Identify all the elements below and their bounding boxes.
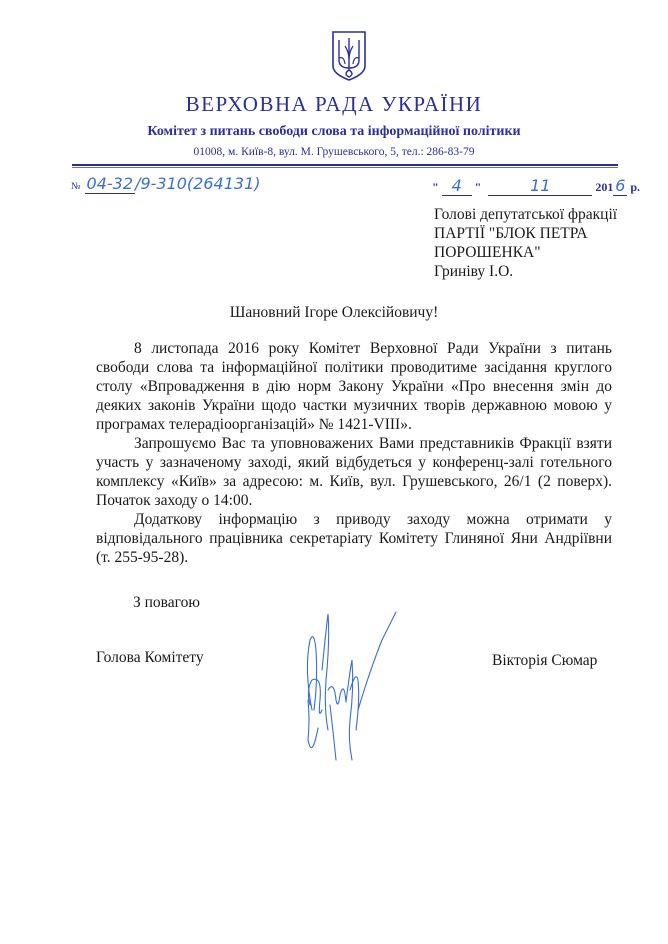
trident-coat-of-arms-icon	[331, 30, 367, 82]
salutation: Шановний Ігоре Олексійовичу!	[229, 304, 439, 321]
date-year-suffix: 6	[615, 176, 626, 195]
signer-position: Голова Комітету	[96, 649, 204, 666]
committee-name: Комітет з питань свободи слова та інформаційної політики	[147, 124, 521, 139]
date-day: 4	[442, 176, 472, 196]
addressee-block	[434, 205, 617, 281]
organization-title: ВЕРХОВНА РАДА УКРАЇНИ	[185, 92, 483, 116]
addressee-line: Гриніву І.О.	[434, 263, 514, 280]
body-paragraph: Запрошуємо Вас та уповноважених Вами представників Фракції взяти участь у зазначеному заході, який відбудеться у конференц-залі готельного комплексу «Київ» за адресою: м. Київ, вул. Грушевського, 26/1 (2 поверх). Початок заходу о 14:00.	[96, 435, 612, 509]
letterhead-divider-thin	[72, 167, 618, 168]
letterhead-divider	[72, 164, 618, 166]
letterhead-address: 01008, м. Київ-8, вул. М. Грушевського, 5, тел.: 286-83-79	[193, 146, 475, 158]
registration-number-part2: /9-310(264131)	[135, 174, 261, 193]
registration-number-part1: 04-32	[86, 174, 134, 193]
letter-body	[96, 339, 612, 567]
body-paragraph: 8 листопада 2016 року Комітет Верховної Ради України з питань свободи слова та інформаційної політики проводитиме засідання круглого столу «Впровадження в дію норм Закону України «Про внесення змін до деяких законів України щодо частки музичних творів державною мовою у програмах телерадіоорганізацій» № 1421-VIII».	[96, 340, 612, 433]
date-year-prefix: 201	[595, 180, 614, 194]
handwritten-signature	[300, 610, 400, 770]
signer-name: Вікторія Сюмар	[492, 652, 598, 669]
addressee-line: ПОРОШЕНКА"	[434, 244, 541, 261]
registration-number	[71, 174, 261, 200]
addressee-line: ПАРТІЇ "БЛОК ПЕТРА	[434, 225, 588, 242]
number-sign-label: №	[71, 181, 81, 192]
date-quote-close: "	[474, 180, 482, 194]
closing-regards: З повагою	[133, 594, 200, 611]
date-quote-open: "	[432, 180, 439, 194]
date-year-abbrev: р.	[630, 180, 641, 194]
addressee-line: Голові депутатської фракції	[434, 206, 618, 223]
body-paragraph: Додаткову інформацію з приводу заходу можна отримати у відповідального працівника секретаріату Комітету Глиняної Яни Андріївни (т. 255-95-28).	[96, 511, 612, 566]
letter-date	[432, 176, 640, 196]
date-month: 11	[488, 176, 592, 196]
